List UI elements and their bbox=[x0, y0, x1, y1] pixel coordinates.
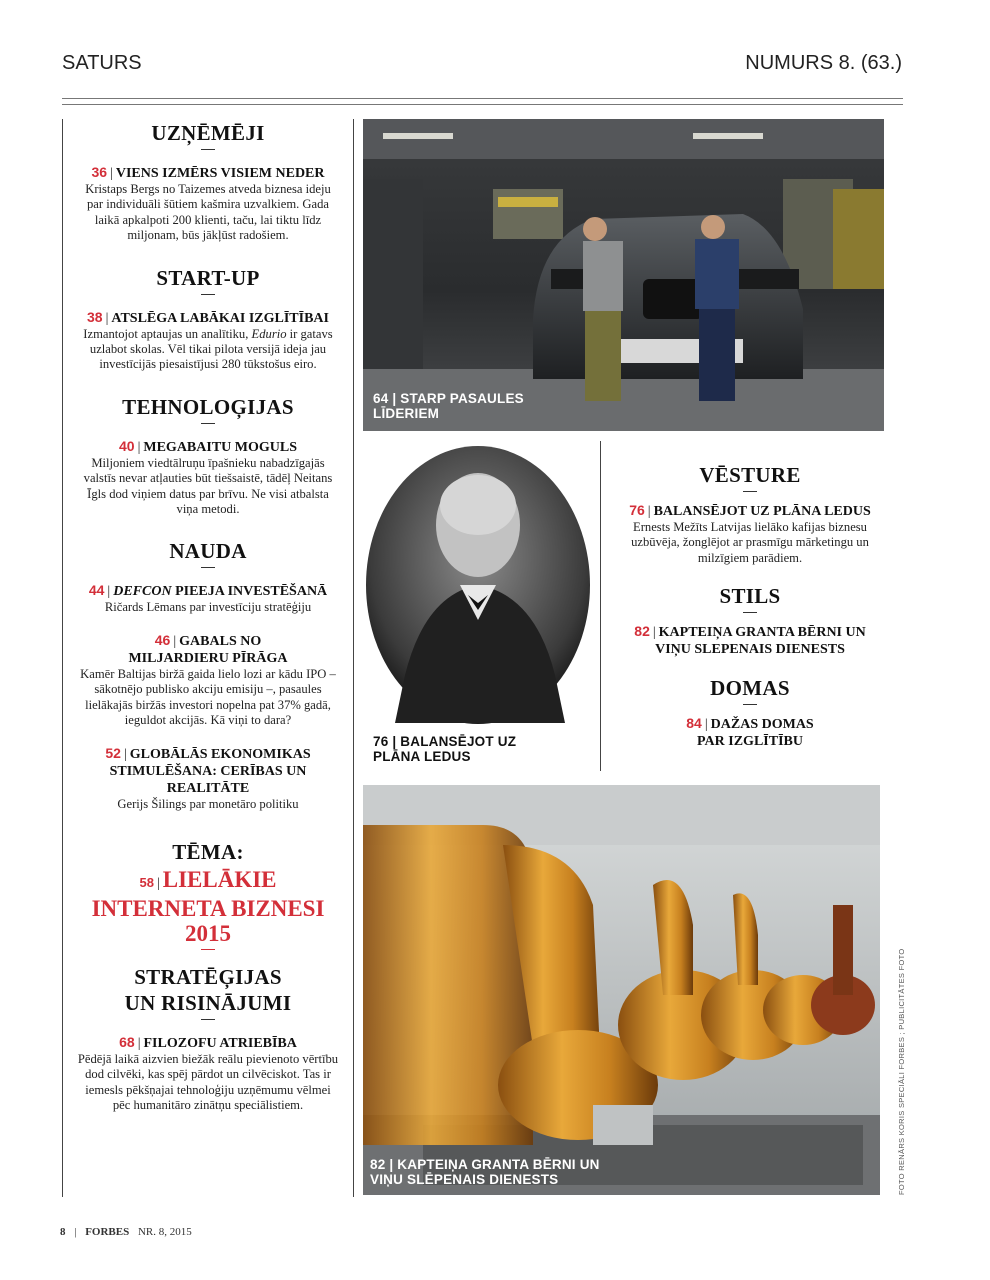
section-title: NAUDA bbox=[169, 539, 247, 564]
section-dash bbox=[743, 704, 757, 705]
garage-scene-image bbox=[363, 119, 884, 431]
section-title: UZŅĒMĒJI bbox=[151, 121, 265, 145]
page-footer bbox=[60, 1226, 192, 1238]
article-title: ATSLĒGA LABĀKAI IZGLĪTĪBAI bbox=[111, 310, 329, 326]
article-description: Gerijs Šilings par monetāro politiku bbox=[117, 796, 299, 811]
article-link[interactable]: 68 | FILOZOFU ATRIEBĪBA bbox=[119, 1033, 297, 1051]
section-title: START-UP bbox=[156, 265, 260, 290]
page-number: 38 bbox=[87, 308, 103, 325]
article-link[interactable]: 84 | DAŽAS DOMAS PAR IZGLĪTĪBU bbox=[686, 715, 814, 750]
section-title: TEHNOLOĢIJAS bbox=[122, 394, 294, 419]
portrait-photo[interactable] bbox=[365, 445, 593, 730]
article-title: GLOBĀLĀS EKONOMIKAS STIMULĒŠANA: CERĪBAS UN REALITĀTE bbox=[109, 746, 311, 796]
page-number: 84 bbox=[686, 715, 702, 732]
copper-stills-image bbox=[363, 785, 880, 1195]
article-link[interactable]: 36 | VIENS IZMĒRS VISIEM NEDER bbox=[91, 164, 325, 181]
page-number: 44 bbox=[88, 582, 105, 599]
footer-brand: FORBES bbox=[85, 1226, 130, 1238]
article-description: Pēdējā laikā aizvien biežāk reālu pievienoto vērtību dod cilvēki, kas spēj pārdot un cilvēciskot. Tas ir iemesls pēkšņajai tehnoloģiju uzņēmumu vēlmei pēc humanitāro zinātņu speciālistiem. bbox=[77, 1051, 339, 1113]
photo-credit: FOTO RENĀRS KORIS SPECIĀLI FORBES ; PUBLICITĀTES FOTO bbox=[897, 948, 906, 1195]
page-number: 76 bbox=[629, 502, 645, 518]
mid-divider bbox=[600, 441, 601, 771]
left-frame-line bbox=[62, 119, 63, 1197]
page-number: 82 bbox=[634, 623, 650, 640]
article-title: PIEEJA INVESTĒŠANĀ bbox=[171, 584, 328, 600]
footer-issue: NR. 8, 2015 bbox=[137, 1226, 192, 1238]
header-rule-bottom bbox=[62, 104, 903, 105]
article-title: VIENS IZMĒRS VISIEM NEDER bbox=[115, 166, 325, 181]
left-column bbox=[76, 119, 340, 1114]
section-dash bbox=[201, 1019, 215, 1020]
page-number: 40 bbox=[118, 437, 135, 454]
theme-article-link[interactable]: 58 | LIELĀKIE INTERNETA BIZNESI 2015 bbox=[91, 866, 325, 946]
article-title: BALANSĒJOT UZ PLĀNA LEDUS bbox=[653, 504, 871, 519]
article-description: Ričards Lēmans par investīciju stratēģiju bbox=[104, 600, 312, 615]
photo-caption: 82 | KAPTEIŅA GRANTA BĒRNI UN VIŅU SLĒPENAIS DIENESTS bbox=[370, 1157, 600, 1187]
article-title-italic: DEFCON bbox=[113, 584, 172, 600]
page-number: 58 bbox=[139, 874, 154, 890]
page-number: 52 bbox=[105, 744, 121, 761]
article-description: Izmantojot aptaujas un analītiku, Edurio ir gatavs uzlabot skolas. Vēl tikai pilota versijā ideja jau investīcijās piesaistījusi 280 tūkstošus eiro. bbox=[83, 326, 333, 372]
section-dash bbox=[743, 491, 757, 492]
theme-title: LIELĀKIE INTERNETA BIZNESI 2015 bbox=[91, 866, 325, 946]
section-dash bbox=[201, 294, 215, 295]
right-column bbox=[610, 463, 890, 750]
article-link[interactable]: 52 | GLOBĀLĀS EKONOMIKAS STIMULĒŠANA: CERĪBAS UN REALITĀTE bbox=[105, 744, 311, 796]
article-link[interactable]: 44 | DEFCON PIEEJA INVESTĒŠANĀ bbox=[88, 582, 328, 600]
section-dash bbox=[201, 567, 215, 568]
article-link[interactable]: 38 | ATSLĒGA LABĀKAI IZGLĪTĪBAI bbox=[87, 308, 329, 326]
issue-number: NUMURS 8. (63.) bbox=[745, 52, 902, 74]
section-title: DOMAS bbox=[710, 676, 790, 701]
article-title: DAŽAS DOMAS PAR IZGLĪTĪBU bbox=[697, 717, 814, 750]
section-dash bbox=[201, 149, 215, 150]
theme-label: TĒMA: bbox=[172, 839, 244, 864]
footer-page-number: 8 bbox=[60, 1226, 66, 1238]
column-divider bbox=[353, 119, 354, 1197]
vintage-portrait-image bbox=[365, 445, 593, 730]
page-number: 68 bbox=[119, 1033, 135, 1050]
article-title: GABALS NO MILJARDIERU PĪRĀGA bbox=[128, 633, 288, 666]
article-description: Kristaps Bergs no Taizemes atveda biznesa ideju par individuāli šūtiem kašmira uzvalkiem. Gada laikā apkalpoti 200 klienti, taču, lai tiktu līdz miljonam, būs jākļūst radošiem. bbox=[85, 182, 331, 243]
distillery-photo[interactable] bbox=[363, 785, 880, 1195]
section-dash bbox=[201, 423, 215, 424]
footer-separator: | bbox=[74, 1226, 77, 1238]
portrait-caption: 76 | BALANSĒJOT UZ PLĀNA LEDUS bbox=[373, 734, 517, 764]
page-number: 46 bbox=[154, 631, 171, 648]
theme-dash bbox=[201, 949, 215, 950]
section-title: STILS bbox=[719, 584, 781, 609]
article-title: FILOZOFU ATRIEBĪBA bbox=[143, 1035, 297, 1051]
article-link[interactable]: 76 | BALANSĒJOT UZ PLĀNA LEDUS bbox=[629, 502, 871, 519]
article-description: Ernests Mežīts Latvijas lielāko kafijas biznesu uzbūvēja, žonglējot ar prasmīgu mārketingu un milzīgiem parādiem. bbox=[631, 520, 869, 565]
article-description: Miljoniem viedtālruņu īpašnieku nabadzīgajās valstīs nevar atļauties būt tiešsaistē, tādēļ Neitans Īgls dod viņiem datus par brīvu. Ne visi atbalsta viņa metodi. bbox=[83, 455, 333, 517]
article-description: Kamēr Baltijas biržā gaida lielo lozi ar kādu IPO – sākotnējo publisko akciju emisiju –, pasaules lielākajās biržās investori nopelna pat 37% gadā, ieguldot akcijās. Kā viņi to dara? bbox=[80, 666, 336, 728]
section-dash bbox=[743, 612, 757, 613]
article-link[interactable]: 40 | MEGABAITU MOGULS bbox=[118, 437, 297, 455]
garage-photo[interactable] bbox=[363, 119, 884, 431]
header-rule-top bbox=[62, 98, 903, 99]
section-title: VĒSTURE bbox=[699, 463, 801, 487]
section-title: STRATĒĢIJAS UN RISINĀJUMI bbox=[124, 964, 292, 1015]
photo-caption: 64 | STARP PASAULES LĪDERIEM bbox=[373, 391, 524, 421]
section-label: SATURS bbox=[62, 52, 142, 74]
article-link[interactable]: 46 | GABALS NO MILJARDIERU PĪRĀGA bbox=[128, 631, 288, 666]
page-number: 36 bbox=[91, 164, 108, 180]
article-title: KAPTEIŅA GRANTA BĒRNI UN VIŅU SLEPENAIS DIENESTS bbox=[655, 625, 866, 658]
article-link[interactable]: 82 | KAPTEIŅA GRANTA BĒRNI UN VIŅU SLEPENAIS DIENESTS bbox=[634, 623, 866, 658]
article-title: MEGABAITU MOGULS bbox=[143, 439, 297, 455]
